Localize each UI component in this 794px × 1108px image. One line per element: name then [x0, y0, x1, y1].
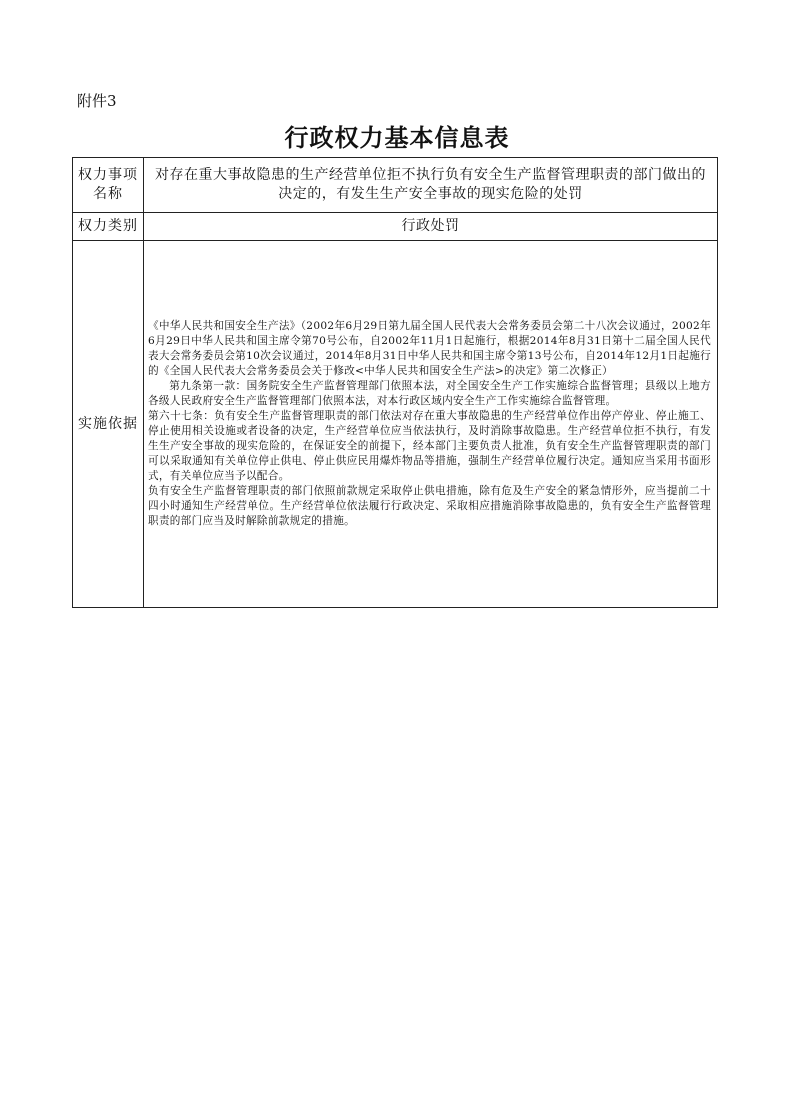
attachment-label: 附件3 — [77, 92, 117, 110]
basis-paragraph-article-9: 第九条第一款：国务院安全生产监督管理部门依照本法，对全国安全生产工作实施综合监督管理；县级以上地方各级人民政府安全生产监督管理部门依照本法，对本行政区域内安全生产工作实施综合监督管理。 — [148, 380, 711, 407]
type-label: 权力类别 — [78, 218, 138, 234]
info-table — [72, 157, 718, 608]
document-title: 行政权力基本信息表 — [284, 123, 510, 152]
basis-label: 实施依据 — [78, 415, 138, 432]
basis-content-cell — [144, 241, 718, 608]
type-label-cell — [73, 213, 144, 241]
name-value-cell — [144, 158, 718, 213]
type-value-cell — [144, 213, 718, 241]
basis-paragraph-article-67: 第六十七条：负有安全生产监督管理职责的部门依法对存在重大事故隐患的生产经营单位作出停产停业、停止施工、停止使用相关设施或者设备的决定，生产经营单位应当依法执行，及时消除事故隐患。生产经营单位拒不执行，有发生生产安全事故的现实危险的，在保证安全的前提下，经本部门主要负责人批准，负有安全生产监督管理职责的部门可以采取通知有关单位停止供电、停止供应民用爆炸物品等措施，强制生产经营单位履行决定。通知应当采用书面形式，有关单位应当予以配合。 — [148, 410, 711, 482]
name-label-cell — [73, 158, 144, 213]
basis-paragraph-law: 《中华人民共和国安全生产法》（2002年6月29日第九届全国人民代表大会常务委员会第二十八次会议通过，2002年6月29日中华人民共和国主席令第70号公布，自2002年11月1日起施行，根据2014年8月31日第十二届全国人民代表大会常务委员会第10次会议通过，2014年8月31日中华人民共和国主席令第13号公布，自2014年12月1日起施行的《全国人民代表大会常务委员会关于修改<中华人民共和国安全生产法>的决定》第二次修正） — [148, 320, 711, 377]
table-row-basis — [73, 241, 718, 608]
name-label: 权力事项名称 — [78, 167, 138, 202]
basis-paragraph-power-cut: 负有安全生产监督管理职责的部门依照前款规定采取停止供电措施，除有危及生产安全的紧急情形外，应当提前二十四小时通知生产经营单位。生产经营单位依法履行行政决定、采取相应措施消除事故隐患的，负有安全生产监督管理职责的部门应当及时解除前款规定的措施。 — [148, 485, 711, 527]
name-value: 对存在重大事故隐患的生产经营单位拒不执行负有安全生产监督管理职责的部门做出的决定的，有发生生产安全事故的现实危险的处罚 — [155, 167, 706, 202]
table-row-name — [73, 158, 718, 213]
type-value: 行政处罚 — [401, 218, 460, 234]
table-row-type — [73, 213, 718, 241]
basis-label-cell — [73, 241, 144, 608]
